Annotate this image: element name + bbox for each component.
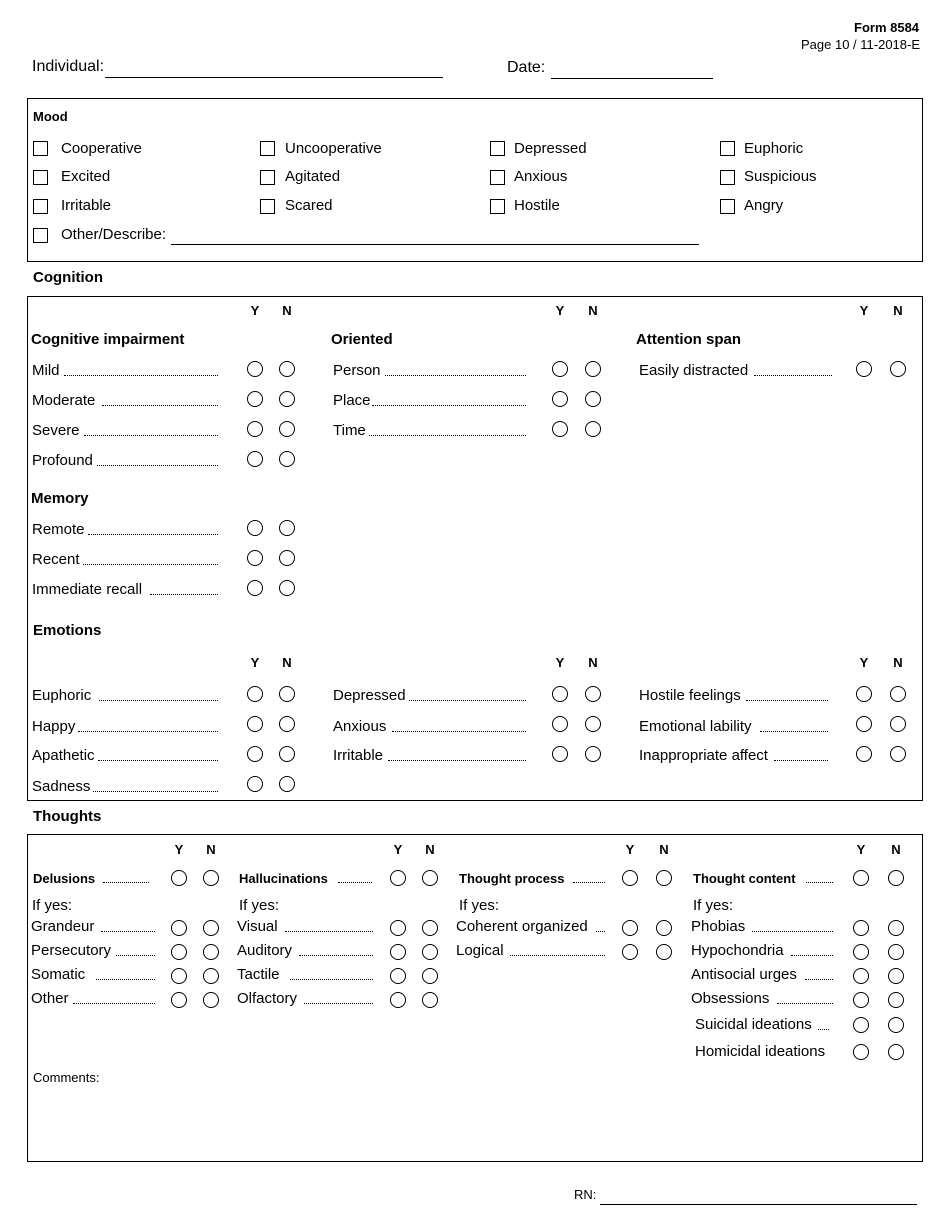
no-header: N <box>893 303 903 318</box>
comments-field[interactable] <box>33 1088 913 1156</box>
item-label: Remote <box>32 521 85 538</box>
yes-radio[interactable] <box>171 968 187 984</box>
dot-leader <box>388 760 526 761</box>
yes-radio[interactable] <box>552 746 568 762</box>
no-header: N <box>425 842 435 857</box>
memory-heading: Memory <box>31 490 89 507</box>
yes-header: Y <box>250 655 260 670</box>
dot-leader <box>150 594 218 595</box>
yes-radio[interactable] <box>171 870 187 886</box>
yes-radio[interactable] <box>247 550 263 566</box>
no-radio[interactable] <box>422 920 438 936</box>
page-info: Page 10 / 11-2018-E <box>801 37 921 52</box>
item-label: Recent <box>32 551 80 568</box>
no-radio[interactable] <box>203 870 219 886</box>
yes-radio[interactable] <box>853 968 869 984</box>
item-label: Anxious <box>333 718 387 735</box>
no-radio[interactable] <box>890 361 906 377</box>
yes-radio[interactable] <box>247 451 263 467</box>
yes-radio[interactable] <box>171 920 187 936</box>
no-radio[interactable] <box>279 580 295 596</box>
item-label: Logical <box>456 942 504 959</box>
yes-radio[interactable] <box>390 870 406 886</box>
if-yes-label: If yes: <box>239 897 280 914</box>
yes-radio[interactable] <box>247 746 263 762</box>
yes-radio[interactable] <box>247 716 263 732</box>
mood-option-label: Angry <box>744 197 784 214</box>
yes-radio[interactable] <box>856 716 872 732</box>
cognitive-impairment-heading: Cognitive impairment <box>31 331 185 348</box>
no-radio[interactable] <box>888 870 904 886</box>
yes-radio[interactable] <box>247 361 263 377</box>
mood-checkbox[interactable] <box>720 170 735 185</box>
yes-radio[interactable] <box>171 944 187 960</box>
no-radio[interactable] <box>890 716 906 732</box>
dot-leader <box>116 955 155 956</box>
item-label: Profound <box>32 452 93 469</box>
emotions-title: Emotions <box>33 622 102 639</box>
no-radio[interactable] <box>888 1017 904 1033</box>
no-radio[interactable] <box>888 968 904 984</box>
item-label: Olfactory <box>237 990 298 1007</box>
yes-header: Y <box>393 842 403 857</box>
individual-field[interactable] <box>105 77 443 78</box>
mood-checkbox[interactable] <box>720 199 735 214</box>
if-yes-label: If yes: <box>32 897 73 914</box>
no-radio[interactable] <box>422 944 438 960</box>
mood-option-label: Irritable <box>61 197 112 214</box>
no-radio[interactable] <box>279 391 295 407</box>
no-radio[interactable] <box>203 944 219 960</box>
yes-radio[interactable] <box>853 870 869 886</box>
dot-leader <box>372 405 526 406</box>
mood-checkbox[interactable] <box>490 199 505 214</box>
yes-radio[interactable] <box>171 992 187 1008</box>
dot-leader <box>760 731 828 732</box>
no-radio[interactable] <box>888 1044 904 1060</box>
yes-radio[interactable] <box>552 716 568 732</box>
no-radio[interactable] <box>203 920 219 936</box>
item-label: Inappropriate affect <box>639 747 768 764</box>
dot-leader <box>304 1003 373 1004</box>
item-label: Grandeur <box>31 918 95 935</box>
mood-checkbox[interactable] <box>260 170 275 185</box>
no-header: N <box>282 303 292 318</box>
no-radio[interactable] <box>203 968 219 984</box>
no-header: N <box>891 842 901 857</box>
yes-radio[interactable] <box>853 1017 869 1033</box>
yes-radio[interactable] <box>853 944 869 960</box>
dot-leader <box>285 931 373 932</box>
no-radio[interactable] <box>585 716 601 732</box>
form-number: Form 8584 <box>854 20 920 35</box>
dot-leader <box>338 882 372 883</box>
dot-leader <box>510 955 605 956</box>
item-label: Somatic <box>31 966 86 983</box>
mood-other-label: Other/Describe: <box>61 226 167 243</box>
yes-radio[interactable] <box>247 776 263 792</box>
yes-header: Y <box>250 303 260 318</box>
dot-leader <box>774 760 828 761</box>
if-yes-label: If yes: <box>693 897 734 914</box>
yes-radio[interactable] <box>390 944 406 960</box>
no-radio[interactable] <box>279 746 295 762</box>
no-header: N <box>893 655 903 670</box>
rn-label: RN: <box>574 1187 597 1202</box>
rn-signature-field[interactable] <box>600 1204 917 1205</box>
item-label: Depressed <box>333 687 406 704</box>
yes-radio[interactable] <box>856 686 872 702</box>
no-radio[interactable] <box>279 686 295 702</box>
no-radio[interactable] <box>890 686 906 702</box>
mood-option-label: Depressed <box>514 140 587 157</box>
item-label: Happy <box>32 718 76 735</box>
comments-label: Comments: <box>33 1070 100 1085</box>
yes-radio[interactable] <box>552 686 568 702</box>
mood-option-label: Scared <box>285 197 333 214</box>
item-label: Visual <box>237 918 278 935</box>
yes-radio[interactable] <box>247 421 263 437</box>
item-label: Severe <box>32 422 80 439</box>
mood-option-label: Cooperative <box>61 140 142 157</box>
dot-leader <box>97 465 218 466</box>
item-label: Tactile <box>237 966 280 983</box>
no-radio[interactable] <box>585 746 601 762</box>
item-label: Hostile feelings <box>639 687 741 704</box>
yes-radio[interactable] <box>552 421 568 437</box>
item-label: Person <box>333 362 381 379</box>
item-label: Homicidal ideations <box>695 1043 826 1060</box>
mood-option-label: Hostile <box>514 197 560 214</box>
yes-radio[interactable] <box>247 520 263 536</box>
cognition-emotions-section <box>27 296 923 801</box>
no-radio[interactable] <box>203 992 219 1008</box>
yes-radio[interactable] <box>622 944 638 960</box>
item-label: Apathetic <box>32 747 95 764</box>
mood-option-label: Euphoric <box>744 140 804 157</box>
dot-leader <box>746 700 828 701</box>
no-radio[interactable] <box>888 992 904 1008</box>
item-label: Euphoric <box>32 687 92 704</box>
item-label: Sadness <box>32 778 91 795</box>
yes-header: Y <box>174 842 184 857</box>
dot-leader <box>818 1029 829 1030</box>
item-label: Obsessions <box>691 990 770 1007</box>
no-radio[interactable] <box>279 550 295 566</box>
dot-leader <box>99 700 218 701</box>
dot-leader <box>64 375 218 376</box>
thought-content-heading: Thought content <box>693 871 796 886</box>
thoughts-title: Thoughts <box>33 808 102 825</box>
thought-process-heading: Thought process <box>459 871 565 886</box>
dot-leader <box>385 375 526 376</box>
no-radio[interactable] <box>279 716 295 732</box>
oriented-heading: Oriented <box>331 331 393 348</box>
no-radio[interactable] <box>422 870 438 886</box>
item-label: Coherent organized <box>456 918 588 935</box>
mood-checkbox[interactable] <box>33 141 48 156</box>
dot-leader <box>299 955 373 956</box>
no-radio[interactable] <box>422 968 438 984</box>
no-radio[interactable] <box>656 944 672 960</box>
dot-leader <box>596 931 605 932</box>
item-label: Easily distracted <box>639 362 749 379</box>
dot-leader <box>101 931 155 932</box>
mood-checkbox[interactable] <box>260 199 275 214</box>
no-header: N <box>659 842 669 857</box>
dot-leader <box>752 931 833 932</box>
cognition-title: Cognition <box>33 269 103 286</box>
item-label: Persecutory <box>31 942 112 959</box>
no-radio[interactable] <box>656 870 672 886</box>
delusions-heading: Delusions <box>33 871 96 886</box>
yes-radio[interactable] <box>247 580 263 596</box>
dot-leader <box>754 375 832 376</box>
no-radio[interactable] <box>656 920 672 936</box>
dot-leader <box>83 564 218 565</box>
dot-leader <box>88 534 218 535</box>
item-label: Emotional lability <box>639 718 752 735</box>
mood-option-label: Uncooperative <box>285 140 382 157</box>
dot-leader <box>573 882 605 883</box>
item-label: Hypochondria <box>691 942 784 959</box>
yes-header: Y <box>625 842 635 857</box>
dot-leader <box>96 979 155 980</box>
item-label: Mild <box>32 362 60 379</box>
item-label: Immediate recall <box>32 581 143 598</box>
yes-radio[interactable] <box>622 870 638 886</box>
item-label: Antisocial urges <box>691 966 797 983</box>
mood-other-checkbox[interactable] <box>33 228 48 243</box>
date-label: Date: <box>507 59 546 76</box>
yes-header: Y <box>555 655 565 670</box>
item-label: Phobias <box>691 918 746 935</box>
no-radio[interactable] <box>585 421 601 437</box>
yes-radio[interactable] <box>247 686 263 702</box>
no-radio[interactable] <box>890 746 906 762</box>
mood-checkbox[interactable] <box>490 141 505 156</box>
mood-checkbox[interactable] <box>33 170 48 185</box>
yes-radio[interactable] <box>853 992 869 1008</box>
item-label: Place <box>333 392 371 409</box>
no-radio[interactable] <box>585 686 601 702</box>
dot-leader <box>290 979 373 980</box>
no-radio[interactable] <box>585 361 601 377</box>
no-radio[interactable] <box>888 944 904 960</box>
mood-option-label: Excited <box>61 168 111 185</box>
mood-checkbox[interactable] <box>260 141 275 156</box>
no-radio[interactable] <box>279 520 295 536</box>
yes-radio[interactable] <box>247 391 263 407</box>
yes-radio[interactable] <box>622 920 638 936</box>
yes-radio[interactable] <box>390 920 406 936</box>
dot-leader <box>791 955 833 956</box>
yes-header: Y <box>856 842 866 857</box>
item-label: Other <box>31 990 69 1007</box>
no-header: N <box>588 655 598 670</box>
dot-leader <box>369 435 526 436</box>
yes-radio[interactable] <box>552 391 568 407</box>
mood-checkbox[interactable] <box>490 170 505 185</box>
dot-leader <box>806 882 833 883</box>
yes-header: Y <box>859 655 869 670</box>
mood-option-label: Suspicious <box>744 168 817 185</box>
yes-radio[interactable] <box>390 992 406 1008</box>
item-label: Time <box>333 422 366 439</box>
dot-leader <box>392 731 526 732</box>
yes-header: Y <box>555 303 565 318</box>
no-radio[interactable] <box>279 451 295 467</box>
date-field[interactable] <box>551 78 713 79</box>
mood-option-label: Agitated <box>285 168 341 185</box>
yes-radio[interactable] <box>552 361 568 377</box>
dot-leader <box>73 1003 155 1004</box>
dot-leader <box>98 760 218 761</box>
no-radio[interactable] <box>422 992 438 1008</box>
yes-radio[interactable] <box>853 1044 869 1060</box>
yes-radio[interactable] <box>856 361 872 377</box>
mood-checkbox[interactable] <box>33 199 48 214</box>
item-label: Suicidal ideations <box>695 1016 812 1033</box>
dot-leader <box>805 979 833 980</box>
dot-leader <box>103 882 149 883</box>
no-radio[interactable] <box>279 776 295 792</box>
dot-leader <box>78 731 218 732</box>
mood-checkbox[interactable] <box>720 141 735 156</box>
item-label: Auditory <box>237 942 293 959</box>
attention-span-heading: Attention span <box>636 331 741 348</box>
if-yes-label: If yes: <box>459 897 500 914</box>
no-radio[interactable] <box>279 361 295 377</box>
dot-leader <box>409 700 526 701</box>
mood-other-field[interactable] <box>171 244 699 245</box>
mood-title: Mood <box>33 109 68 124</box>
dot-leader <box>102 405 218 406</box>
no-radio[interactable] <box>585 391 601 407</box>
yes-radio[interactable] <box>853 920 869 936</box>
yes-radio[interactable] <box>856 746 872 762</box>
dot-leader <box>84 435 218 436</box>
dot-leader <box>777 1003 833 1004</box>
individual-label: Individual: <box>32 58 105 75</box>
yes-header: Y <box>859 303 869 318</box>
yes-radio[interactable] <box>390 968 406 984</box>
no-header: N <box>588 303 598 318</box>
no-radio[interactable] <box>279 421 295 437</box>
mood-option-label: Anxious <box>514 168 568 185</box>
item-label: Irritable <box>333 747 384 764</box>
item-label: Moderate <box>32 392 96 409</box>
no-radio[interactable] <box>888 920 904 936</box>
hallucinations-heading: Hallucinations <box>239 871 328 886</box>
dot-leader <box>93 791 218 792</box>
no-header: N <box>282 655 292 670</box>
no-header: N <box>206 842 216 857</box>
